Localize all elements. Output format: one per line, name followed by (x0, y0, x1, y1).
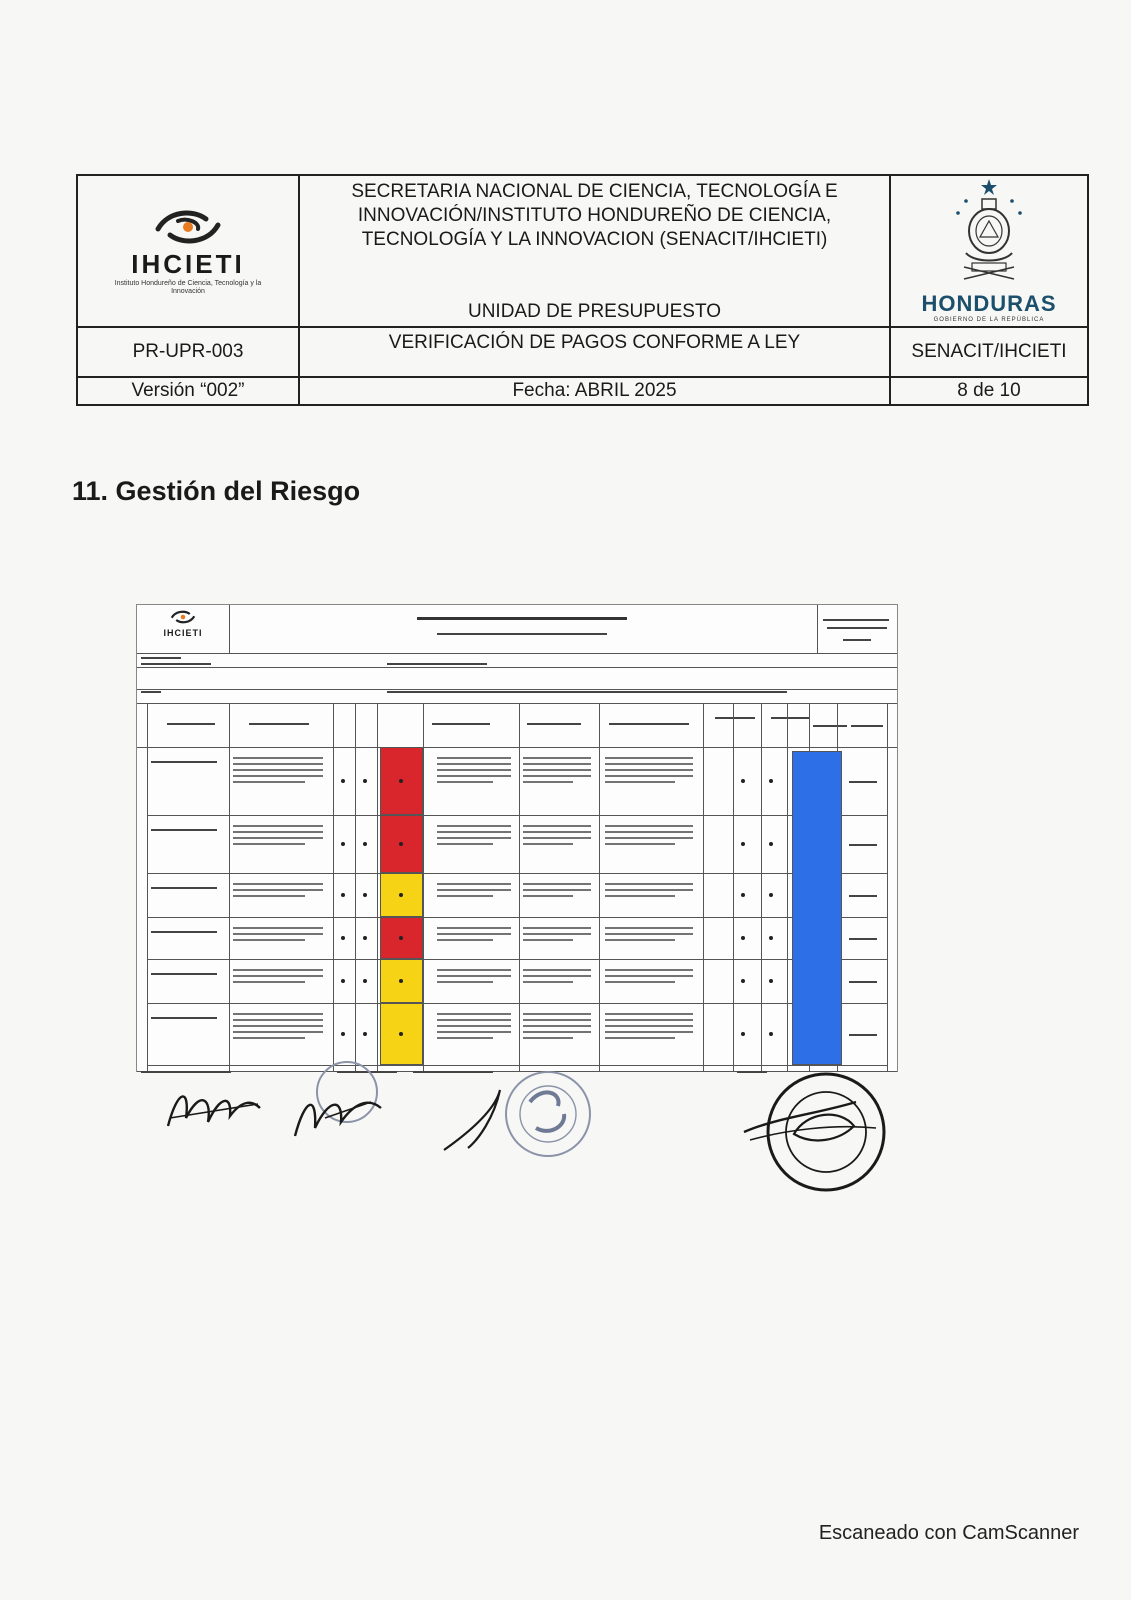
matrix-cell-text (523, 1013, 591, 1015)
matrix-cell-text (437, 895, 493, 897)
matrix-column-line (423, 703, 424, 1071)
matrix-row-line (147, 959, 887, 960)
matrix-cell-text (437, 1019, 511, 1021)
title-cell (300, 176, 891, 326)
matrix-status-text (849, 981, 877, 983)
honduras-logo (891, 176, 1087, 326)
honduras-coat-of-arms-icon (944, 179, 1034, 287)
matrix-logo (143, 609, 223, 645)
matrix-cell-text (233, 981, 305, 983)
matrix-value-mark (769, 1032, 773, 1036)
matrix-cell-text (437, 1037, 493, 1039)
matrix-value-mark (363, 936, 367, 940)
matrix-cell-text (605, 757, 693, 759)
matrix-row-label (151, 1017, 217, 1019)
matrix-row-line (147, 815, 887, 816)
matrix-cell-text (523, 969, 591, 971)
matrix-value-mark (399, 779, 403, 783)
matrix-status-text (849, 895, 877, 897)
matrix-cell-text (233, 763, 323, 765)
matrix-column-line (377, 703, 378, 1071)
matrix-row-label (151, 761, 217, 763)
unit-name: UNIDAD DE PRESUPUESTO (467, 301, 722, 322)
matrix-cell-text (605, 825, 693, 827)
matrix-value-mark (741, 842, 745, 846)
matrix-column-line (355, 703, 356, 1071)
matrix-cell-text (523, 781, 573, 783)
matrix-cell-text (605, 1013, 693, 1015)
header-row-title (78, 176, 1087, 326)
honduras-logo-text: HONDURAS (921, 291, 1057, 316)
matrix-status-text (849, 781, 877, 783)
matrix-cell-text (233, 1031, 323, 1033)
matrix-value-mark (741, 979, 745, 983)
matrix-cell-text (233, 975, 323, 977)
matrix-cell-text (605, 781, 675, 783)
matrix-value-mark (341, 893, 345, 897)
matrix-cell-text (437, 837, 511, 839)
matrix-row-line (147, 917, 887, 918)
matrix-value-mark (341, 1032, 345, 1036)
matrix-cell-text (233, 939, 305, 941)
entity-name: SENACIT/IHCIETI (911, 341, 1067, 362)
matrix-cell-text (437, 927, 511, 929)
matrix-cell-text (233, 1013, 323, 1015)
matrix-cell-text (437, 1025, 511, 1027)
matrix-row-label (151, 973, 217, 975)
signature-area-text (141, 1071, 231, 1073)
matrix-cell-text (233, 837, 323, 839)
matrix-cell-text (233, 927, 323, 929)
matrix-column-line (761, 703, 762, 1071)
matrix-cell-text (605, 927, 693, 929)
matrix-cell-text (605, 939, 675, 941)
matrix-row-label (151, 931, 217, 933)
matrix-cell-text (605, 775, 693, 777)
matrix-value-mark (341, 979, 345, 983)
document-code: PR-UPR-003 (132, 341, 244, 362)
matrix-value-mark (341, 842, 345, 846)
matrix-cell-text (233, 825, 323, 827)
matrix-cell-text (523, 757, 591, 759)
matrix-value-mark (741, 893, 745, 897)
matrix-cell-text (523, 1025, 591, 1027)
header-row-version (78, 376, 1087, 404)
institution-title-line-1: SECRETARIA NACIONAL DE CIENCIA, TECNOLOGÍA E (351, 181, 838, 202)
matrix-value-mark (341, 936, 345, 940)
matrix-value-mark (399, 979, 403, 983)
matrix-cell-text (605, 933, 693, 935)
matrix-cell-text (233, 933, 323, 935)
matrix-cell-text (523, 1019, 591, 1021)
matrix-column-line (229, 703, 230, 1071)
matrix-cell-text (437, 831, 511, 833)
matrix-column-line (519, 703, 520, 1071)
matrix-cell-text (437, 939, 493, 941)
matrix-cell-text (523, 883, 591, 885)
matrix-cell-text (437, 763, 511, 765)
matrix-cell-text (233, 1037, 305, 1039)
matrix-cell-text (605, 1019, 693, 1021)
matrix-cell-text (437, 775, 511, 777)
procedure-name: VERIFICACIÓN DE PAGOS CONFORME A LEY (388, 332, 801, 353)
matrix-value-mark (399, 893, 403, 897)
matrix-row-label (151, 829, 217, 831)
matrix-row-line (147, 1003, 887, 1004)
matrix-cell-text (605, 843, 675, 845)
matrix-cell-text (233, 831, 323, 833)
official-seal-stamp (736, 1068, 890, 1198)
ihcieti-logo-cell (78, 176, 300, 326)
matrix-cell-text (233, 769, 323, 771)
matrix-cell-text (523, 831, 591, 833)
document-version: Versión “002” (131, 380, 245, 401)
matrix-value-mark (341, 779, 345, 783)
matrix-status-text (849, 1034, 877, 1036)
document-date: Fecha: ABRIL 2025 (512, 380, 677, 401)
matrix-cell-text (523, 843, 573, 845)
matrix-row-line (147, 873, 887, 874)
matrix-cell-text (437, 1031, 511, 1033)
matrix-logo-swirl-icon (168, 609, 198, 625)
matrix-cell-text (233, 889, 323, 891)
matrix-column-line (787, 703, 788, 1071)
matrix-cell-text (233, 895, 305, 897)
matrix-value-mark (741, 936, 745, 940)
matrix-cell-text (233, 781, 305, 783)
matrix-cell-text (523, 975, 591, 977)
matrix-value-mark (769, 779, 773, 783)
matrix-cell-text (437, 969, 511, 971)
matrix-column-line (887, 703, 888, 1071)
matrix-cell-text (605, 1025, 693, 1027)
matrix-column-line (733, 703, 734, 1071)
matrix-cell-text (437, 769, 511, 771)
matrix-cell-text (523, 895, 573, 897)
matrix-cell-text (437, 889, 511, 891)
matrix-cell-text (523, 927, 591, 929)
matrix-cell-text (523, 939, 573, 941)
risk-matrix-image (136, 604, 898, 1072)
matrix-cell-text (605, 969, 693, 971)
signature-1 (160, 1078, 270, 1138)
matrix-cell-text (437, 825, 511, 827)
matrix-cell-text (523, 889, 591, 891)
matrix-cell-text (523, 933, 591, 935)
matrix-value-mark (399, 936, 403, 940)
scan-watermark-note: Escaneado con CamScanner (818, 1522, 1079, 1544)
matrix-cell-text (523, 775, 591, 777)
matrix-value-mark (363, 779, 367, 783)
ihcieti-logo (78, 176, 298, 326)
matrix-cell-text (605, 837, 693, 839)
matrix-cell-text (523, 837, 591, 839)
institution-title-line-2: INNOVACIÓN/INSTITUTO HONDUREÑO DE CIENCIA, (357, 205, 832, 226)
signature-stamp-3 (438, 1066, 608, 1166)
matrix-cell-text (233, 843, 305, 845)
matrix-cell-text (233, 969, 323, 971)
matrix-value-mark (399, 842, 403, 846)
matrix-status-text (849, 844, 877, 846)
matrix-cell-text (523, 1031, 591, 1033)
matrix-cell-text (233, 883, 323, 885)
matrix-cell-text (605, 895, 675, 897)
institution-title (300, 176, 889, 252)
matrix-cell-text (233, 757, 323, 759)
matrix-cell-text (605, 883, 693, 885)
matrix-cell-text (437, 883, 511, 885)
matrix-column-line (599, 703, 600, 1071)
matrix-cell-text (605, 975, 693, 977)
matrix-cell-text (605, 831, 693, 833)
matrix-value-mark (769, 979, 773, 983)
matrix-column-line (333, 703, 334, 1071)
matrix-value-mark (769, 893, 773, 897)
honduras-logo-cell (891, 176, 1087, 326)
matrix-cell-text (605, 889, 693, 891)
matrix-cell-text (437, 1013, 511, 1015)
matrix-cell-text (437, 981, 493, 983)
matrix-value-mark (363, 893, 367, 897)
matrix-cell-text (437, 781, 493, 783)
matrix-value-mark (363, 979, 367, 983)
institution-title-line-3: TECNOLOGÍA Y LA INNOVACION (SENACIT/IHCIETI) (361, 229, 828, 250)
matrix-logo-text: IHCIETI (163, 628, 203, 638)
matrix-cell-text (605, 1031, 693, 1033)
matrix-value-mark (741, 1032, 745, 1036)
matrix-cell-text (523, 825, 591, 827)
matrix-cell-text (437, 843, 493, 845)
matrix-cell-text (523, 769, 591, 771)
matrix-column-line (703, 703, 704, 1071)
page-number: 8 de 10 (957, 380, 1021, 401)
matrix-cell-text (233, 775, 323, 777)
ihcieti-logo-text: IHCIETI (131, 248, 245, 279)
matrix-value-mark (769, 842, 773, 846)
matrix-cell-text (437, 757, 511, 759)
header-row-code (78, 326, 1087, 376)
matrix-status-text (849, 938, 877, 940)
signature-2 (285, 1058, 405, 1150)
document-header-table (76, 174, 1089, 406)
matrix-cell-text (605, 769, 693, 771)
ihcieti-logo-subtitle: Instituto Hondureño de Ciencia, Tecnología y la Innovación (114, 279, 262, 295)
section-title: 11. Gestión del Riesgo (72, 476, 361, 506)
matrix-value-mark (769, 936, 773, 940)
ihcieti-swirl-icon (148, 207, 228, 247)
matrix-cell-text (605, 1037, 675, 1039)
matrix-cell-text (523, 1037, 573, 1039)
matrix-cell-text (523, 981, 573, 983)
matrix-cell-text (605, 763, 693, 765)
matrix-cell-text (605, 981, 675, 983)
matrix-cell-text (437, 975, 511, 977)
matrix-value-mark (363, 1032, 367, 1036)
matrix-value-mark (399, 1032, 403, 1036)
matrix-value-mark (363, 842, 367, 846)
matrix-row-line (147, 747, 887, 748)
matrix-row-label (151, 887, 217, 889)
matrix-cell-text (233, 1019, 323, 1021)
matrix-cell-text (233, 1025, 323, 1027)
matrix-value-mark (741, 779, 745, 783)
residual-risk-column (792, 751, 842, 1065)
matrix-column-line (147, 703, 148, 1071)
matrix-cell-text (523, 763, 591, 765)
matrix-cell-text (437, 933, 511, 935)
honduras-logo-subtitle: GOBIERNO DE LA REPÚBLICA (933, 317, 1045, 323)
